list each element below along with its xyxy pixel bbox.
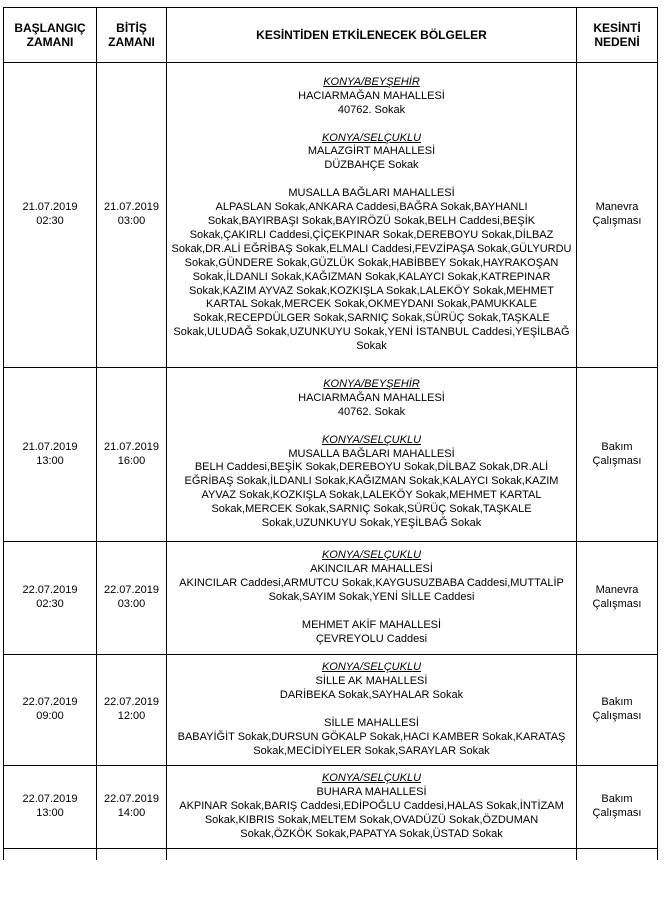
neighborhood-label: MUSALLA BAĞLARI MAHALLESİ	[288, 187, 455, 200]
col-header-start-time: BAŞLANGIÇ ZAMANI	[4, 8, 97, 63]
end-date: 22.07.2019	[103, 584, 160, 597]
district-label: KONYA/SELÇUKLU	[321, 772, 422, 785]
cutoff-cell	[167, 849, 577, 860]
streets-text: AKPINAR Sokak,BARIŞ Caddesi,EDİPOĞLU Caddesi,HALAS Sokak,İNTİZAM Sokak,KIBRIS Sokak,MELTEM Sokak,OVADÜZÜ Sokak,ÖZDUMAN Sokak,ÖZKÖK Sokak,PAPATYA Sokak,ÜSTAD Sokak	[179, 800, 564, 840]
reason-cell: Bakım Çalışması	[577, 655, 658, 766]
reason-cell: Bakım Çalışması	[577, 368, 658, 542]
start-time-cell	[4, 542, 97, 655]
start-time: 09:00	[36, 710, 64, 722]
streets-text: DARİBEKA Sokak,SAYHALAR Sokak	[279, 689, 464, 702]
neighborhood-label: SİLLE MAHALLESİ	[324, 716, 419, 729]
end-date: 22.07.2019	[103, 696, 160, 709]
end-time: 14:00	[117, 807, 146, 819]
col-header-regions: KESİNTİDEN ETKİLENECEK BÖLGELER	[167, 8, 577, 63]
neighborhood-label: HACIARMAĞAN MAHALLESİ	[298, 391, 445, 404]
start-date: 21.07.2019	[22, 440, 78, 453]
end-time: 12:00	[117, 710, 146, 722]
regions-cell	[167, 368, 577, 542]
cutoff-cell	[577, 849, 658, 860]
region-block	[170, 661, 573, 703]
streets-text: AKINCILAR Caddesi,ARMUTCU Sokak,KAYGUSUZBABA Caddesi,MUTTALİP Sokak,SAYIM Sokak,YENİ SİLLE Caddesi	[179, 577, 564, 604]
neighborhood-label: MEHMET AKİF MAHALLESİ	[301, 618, 442, 631]
end-date: 21.07.2019	[103, 201, 160, 214]
start-date: 21.07.2019	[22, 201, 78, 214]
district-label: KONYA/SELÇUKLU	[321, 549, 422, 562]
table-row	[4, 63, 658, 368]
start-date: 22.07.2019	[22, 793, 78, 806]
neighborhood-label: AKINCILAR MAHALLESİ	[310, 563, 433, 576]
streets-text: 40762. Sokak	[337, 405, 406, 418]
outage-table	[3, 7, 658, 860]
end-date: 22.07.2019	[103, 793, 160, 806]
start-time: 02:30	[36, 215, 64, 227]
table-header-row	[4, 8, 658, 63]
region-block	[170, 187, 573, 354]
start-time-cell	[4, 655, 97, 766]
neighborhood-label: SİLLE AK MAHALLESİ	[315, 675, 428, 688]
start-date: 22.07.2019	[22, 584, 78, 597]
col-header-end-time: BİTİŞ ZAMANI	[97, 8, 167, 63]
end-date: 21.07.2019	[103, 440, 160, 453]
district-label: KONYA/BEYŞEHİR	[323, 378, 420, 391]
region-block	[170, 619, 573, 647]
regions-cell	[167, 542, 577, 655]
district-label: KONYA/SELÇUKLU	[321, 433, 422, 446]
table-row	[4, 542, 658, 655]
reason-cell: Manevra Çalışması	[577, 542, 658, 655]
start-time-cell	[4, 766, 97, 849]
table-row	[4, 368, 658, 542]
neighborhood-label: MUSALLA BAĞLARI MAHALLESİ	[288, 447, 455, 460]
end-time-cell	[97, 542, 167, 655]
streets-text: ÇEVREYOLU Caddesi	[315, 632, 428, 645]
streets-text: BELH Caddesi,BEŞİK Sokak,DEREBOYU Sokak,DİLBAZ Sokak,DR.ALİ EĞRİBAŞ Sokak,İLDANLI Sokak,KAĞIZMAN Sokak,KALAYCI Sokak,KAZIM AYVAZ Sokak,KOZKIŞLA Sokak,LALEKÖY Sokak,MEHMET KARTAL Sokak,MERCEK Sokak,SARNIÇ Sokak,SÜRÜÇ Sokak,TAŞKALE Sokak,UZUNKUYU Sokak,YEŞİLBAĞ Sokak	[184, 461, 559, 530]
end-time-cell	[97, 766, 167, 849]
regions-cell	[167, 766, 577, 849]
cutoff-cell	[97, 849, 167, 860]
region-block	[170, 76, 573, 118]
start-time: 13:00	[36, 454, 64, 467]
end-time-cell	[97, 63, 167, 368]
regions-cell	[167, 63, 577, 368]
start-time-cell	[4, 368, 97, 542]
streets-text: BABAYİĞİT Sokak,DURSUN GÖKALP Sokak,HACI KAMBER Sokak,KARATAŞ Sokak,MECİDİYELER Sokak,SARAYLAR Sokak	[177, 730, 566, 757]
reason-cell: Bakım Çalışması	[577, 766, 658, 849]
neighborhood-label: HACIARMAĞAN MAHALLESİ	[298, 89, 445, 102]
region-block	[170, 772, 573, 842]
end-time: 03:00	[117, 598, 146, 610]
cutoff-next-row	[4, 849, 658, 860]
neighborhood-label: BUHARA MAHALLESİ	[316, 786, 427, 799]
end-time-cell	[97, 655, 167, 766]
region-block	[170, 132, 573, 174]
neighborhood-label: MALAZGİRT MAHALLESİ	[307, 145, 436, 158]
end-time: 03:00	[117, 215, 146, 227]
region-block	[170, 434, 573, 531]
region-block	[170, 549, 573, 605]
reason-cell: Manevra Çalışması	[577, 63, 658, 368]
table-row	[4, 655, 658, 766]
streets-text: 40762. Sokak	[337, 103, 406, 116]
start-date: 22.07.2019	[22, 696, 78, 709]
region-block	[170, 717, 573, 759]
table-row	[4, 766, 658, 849]
district-label: KONYA/SELÇUKLU	[321, 661, 422, 674]
start-time: 13:00	[36, 807, 64, 819]
start-time: 02:30	[36, 598, 64, 610]
start-time-cell	[4, 63, 97, 368]
cutoff-cell	[4, 849, 97, 860]
streets-text: ALPASLAN Sokak,ANKARA Caddesi,BAĞRA Sokak,BAYHANLI Sokak,BAYIRBAŞI Sokak,BAYIRÖZÜ Sokak,BELH Caddesi,BEŞİK Sokak,ÇAKIRLI Caddesi,ÇİÇEKPINAR Sokak,DEREBOYU Sokak,DİLBAZ Sokak,DR.ALİ EĞRİBAŞ Sokak,ELMALI Caddesi,FEVZİPAŞA Sokak,GÜLYURDU Sokak,GÜNDERE Sokak,GÜZLÜK Sokak,HABİBBEY Sokak,HAYRAKOŞAN Sokak,İLDANLI Sokak,KAĞIZMAN Sokak,KALAYCI Sokak,KATREPINAR Sokak,KAZIM AYVAZ Sokak,KOZKIŞLA Sokak,LALEKÖY Sokak,MEHMET KARTAL Sokak,MERCEK Sokak,OKMEYDANI Sokak,PAMUKKALE Sokak,RECEPDÜLGER Sokak,SARNIÇ Sokak,SÜRÜÇ Sokak,TAŞKALE Sokak,ULUDAĞ Sokak,UZUNKUYU Sokak,YENİ İSTANBUL Caddesi,YEŞİLBAĞ Sokak	[171, 201, 572, 353]
end-time: 16:00	[117, 454, 146, 467]
streets-text: DÜZBAHÇE Sokak	[324, 159, 419, 172]
end-time-cell	[97, 368, 167, 542]
district-label: KONYA/SELÇUKLU	[321, 131, 422, 144]
outage-table-body	[4, 63, 658, 849]
col-header-reason: KESİNTİ NEDENİ	[577, 8, 658, 63]
regions-cell	[167, 655, 577, 766]
region-block	[170, 378, 573, 420]
district-label: KONYA/BEYŞEHİR	[323, 75, 420, 88]
